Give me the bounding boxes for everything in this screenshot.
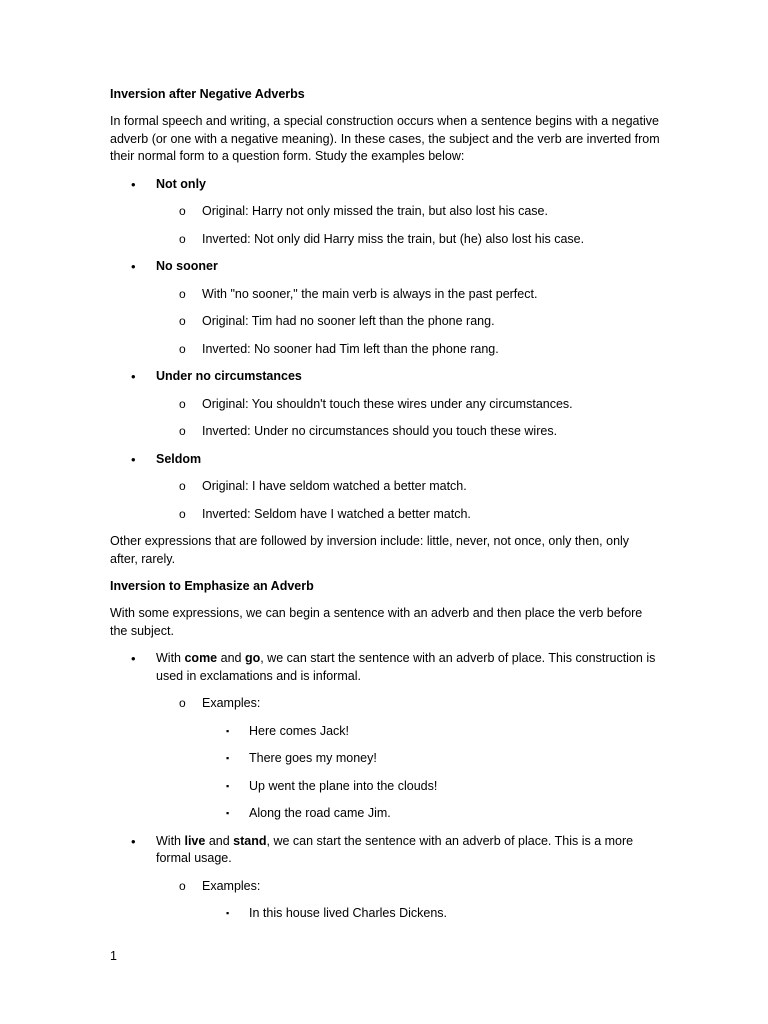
text-fragment: , we can start the sentence with an adverb of place. This construction is used in exclamations and is informal. [156, 651, 656, 683]
example-text: Up went the plane into the clouds! [249, 778, 438, 793]
example-item [110, 750, 660, 768]
list-item-label: Seldom [156, 451, 202, 466]
example-text: Here comes Jack! [249, 723, 350, 738]
sub-list-item-examples [110, 695, 660, 713]
hollow-bullet-icon: o [179, 696, 186, 710]
bullet-icon: • [131, 176, 136, 192]
sub-list-item [110, 423, 660, 441]
keyword-live: live [184, 833, 206, 848]
text-fragment: With [156, 833, 185, 848]
negative-adverbs-list [110, 176, 660, 524]
hollow-bullet-icon: o [179, 396, 186, 411]
sub-list-item [110, 286, 660, 304]
sub-list-item [110, 396, 660, 414]
emphasize-intro-paragraph: With some expressions, we can begin a sentence with an adverb and then place the verb before the subject. [110, 606, 643, 638]
hollow-bullet-icon: o [179, 341, 186, 356]
sub-list-item-text: With "no sooner," the main verb is always in the past perfect. [202, 286, 538, 301]
sub-list-item-text: Inverted: No sooner had Tim left than the phone rang. [202, 341, 499, 356]
hollow-bullet-icon: o [179, 506, 186, 521]
bullet-icon: • [131, 451, 136, 467]
sub-list-item-text: Inverted: Not only did Harry miss the train, but (he) also lost his case. [202, 231, 585, 246]
sub-list-item [110, 231, 660, 249]
example-item [110, 723, 660, 741]
keyword-come: come [184, 651, 218, 665]
keyword-go: go [244, 651, 261, 665]
hollow-bullet-icon: o [179, 479, 186, 493]
text-fragment: With [156, 651, 185, 665]
bullet-icon: • [131, 369, 136, 384]
list-item-seldom [110, 451, 660, 469]
bullet-icon: • [131, 259, 136, 274]
example-text: Along the road came Jim. [249, 806, 391, 820]
examples-label: Examples: [202, 696, 261, 710]
square-bullet-icon: ▪ [226, 808, 230, 818]
examples-label: Examples: [202, 878, 261, 893]
sub-list-item [110, 203, 660, 221]
bullet-icon: • [131, 833, 136, 849]
list-item-label: Not only [156, 176, 206, 191]
sub-list-item [110, 478, 660, 496]
square-bullet-icon: ▪ [226, 908, 230, 918]
example-item [110, 805, 660, 823]
sub-list-item-text: Original: Harry not only missed the train, but also lost his case. [202, 204, 548, 218]
list-item-live-stand [110, 833, 660, 868]
sub-list-item-text: Original: I have seldom watched a better match. [202, 479, 467, 493]
sub-list-item-text: Original: Tim had no sooner left than the phone rang. [202, 314, 495, 328]
sub-list-item-text: Original: You shouldn't touch these wires under any circumstances. [202, 396, 573, 411]
list-item-under-no-circumstances [110, 368, 660, 386]
hollow-bullet-icon: o [179, 424, 186, 438]
section-heading-emphasize-adverb: Inversion to Emphasize an Adverb [110, 579, 314, 593]
section-heading-negative-adverbs: Inversion after Negative Adverbs [110, 87, 305, 101]
text-fragment: and [217, 651, 245, 665]
hollow-bullet-icon: o [179, 204, 186, 218]
list-item-label: Under no circumstances [156, 369, 302, 383]
example-item [110, 778, 660, 796]
hollow-bullet-icon: o [179, 878, 186, 893]
emphasize-adverb-list [110, 650, 660, 923]
sub-list-item-text: Inverted: Under no circumstances should you touch these wires. [202, 424, 558, 438]
square-bullet-icon: ▪ [226, 780, 230, 791]
list-item-label: No sooner [156, 259, 218, 273]
sub-list-item-text: Inverted: Seldom have I watched a better match. [202, 506, 471, 521]
text-fragment: and [205, 833, 234, 848]
sub-list-item-examples [110, 878, 660, 896]
square-bullet-icon: ▪ [226, 753, 230, 763]
hollow-bullet-icon: o [179, 286, 186, 301]
example-text: There goes my money! [249, 751, 377, 765]
hollow-bullet-icon: o [179, 231, 186, 246]
sub-list-item [110, 506, 660, 524]
bullet-icon: • [131, 651, 136, 666]
list-item-not-only [110, 176, 660, 194]
hollow-bullet-icon: o [179, 314, 186, 328]
list-item-come-go [110, 650, 660, 685]
other-expressions-paragraph: Other expressions that are followed by inversion include: little, never, not once, only then, only after, rarely. [110, 534, 630, 566]
list-item-no-sooner [110, 258, 660, 276]
square-bullet-icon: ▪ [226, 725, 230, 736]
intro-paragraph: In formal speech and writing, a special construction occurs when a sentence begins with a negative adverb (or one with a negative meaning). In these cases, the subject and the verb are inverted from their normal form to a question form. Study the examples below: [110, 114, 660, 163]
text-fragment: , we can start the sentence with an adverb of place. This is a more formal usage. [156, 833, 634, 865]
document-page [110, 86, 660, 933]
example-item [110, 905, 660, 923]
page-number: 1 [110, 949, 117, 963]
keyword-stand: stand [233, 833, 267, 848]
sub-list-item [110, 313, 660, 331]
example-text: In this house lived Charles Dickens. [249, 906, 448, 920]
sub-list-item [110, 341, 660, 359]
